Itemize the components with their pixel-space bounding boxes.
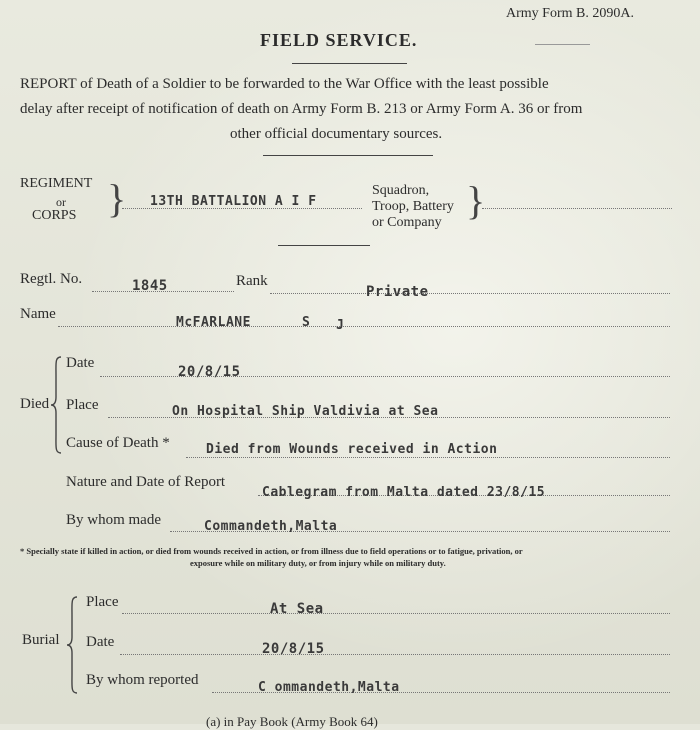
corner-mark	[535, 44, 590, 45]
burial-reported-by-value: C ommandeth,Malta	[258, 680, 400, 695]
died-date-value: 20/8/15	[178, 364, 241, 380]
burial-place-line	[122, 613, 670, 614]
name-label: Name	[20, 306, 56, 322]
burial-place-label: Place	[86, 594, 119, 610]
died-brace	[50, 355, 64, 455]
squadron-label-1: Squadron,	[372, 183, 430, 198]
squadron-brace: }	[466, 178, 486, 223]
form-number: Army Form B. 2090A.	[506, 6, 634, 21]
page-title: FIELD SERVICE.	[260, 30, 418, 50]
regiment-or-label: or	[56, 195, 66, 209]
squadron-label-3: or Company	[372, 215, 442, 230]
report-by-value: Commandeth,Malta	[204, 519, 338, 534]
cause-of-death-label: Cause of Death *	[66, 435, 170, 451]
died-place-value: On Hospital Ship Valdivia at Sea	[172, 404, 439, 419]
regiment-value: 13TH BATTALION A I F	[150, 194, 317, 209]
corps-label: CORPS	[32, 208, 77, 223]
name-surname: McFARLANE	[176, 315, 251, 330]
nature-date-report-value: Cablegram from Malta dated 23/8/15	[262, 485, 546, 500]
nature-date-report-label: Nature and Date of Report	[66, 474, 226, 490]
died-label: Died	[20, 396, 50, 412]
cause-of-death-value: Died from Wounds received in Action	[206, 442, 498, 457]
regtl-no-value: 1845	[132, 278, 168, 294]
burial-date-label: Date	[86, 634, 115, 650]
regiment-divider	[278, 245, 370, 246]
title-underline	[292, 63, 407, 64]
rank-value: Private	[366, 284, 429, 300]
intro-line-3: other official documentary sources.	[230, 126, 443, 142]
burial-place-value: At Sea	[270, 601, 324, 617]
died-place-label: Place	[66, 397, 99, 413]
rank-line	[270, 293, 670, 294]
squadron-line	[482, 208, 672, 209]
squadron-label-2: Troop, Battery	[372, 199, 454, 214]
burial-date-line	[120, 654, 670, 655]
rank-label: Rank	[236, 273, 268, 289]
name-initial-2: J	[336, 318, 345, 333]
cut-off-line: (a) in Pay Book (Army Book 64)	[206, 714, 378, 729]
burial-reported-by-label: By whom reported	[86, 672, 199, 688]
burial-date-value: 20/8/15	[262, 641, 325, 657]
regiment-label: REGIMENT	[20, 176, 93, 191]
intro-divider	[263, 155, 433, 156]
intro-line-2: delay after receipt of notification of death on Army Form B. 213 or Army Form A. 36 or from	[20, 101, 583, 117]
cause-of-death-line	[186, 457, 670, 458]
regtl-no-label: Regtl. No.	[20, 271, 83, 287]
name-initial-1: S	[302, 315, 311, 330]
report-by-label: By whom made	[66, 512, 161, 528]
regiment-brace: }	[107, 176, 127, 221]
name-line	[58, 326, 670, 327]
burial-brace	[66, 595, 80, 695]
burial-label: Burial	[22, 632, 60, 648]
footnote-line-2: exposure while on military duty, or from injury while on military duty.	[190, 558, 446, 568]
died-date-label: Date	[66, 355, 95, 371]
footnote-line-1: * Specially state if killed in action, or died from wounds received in action, or from illness due to field operations or to fatigue, privation, or	[20, 546, 523, 556]
intro-line-1: REPORT of Death of a Soldier to be forwarded to the War Office with the least possible	[20, 76, 549, 92]
